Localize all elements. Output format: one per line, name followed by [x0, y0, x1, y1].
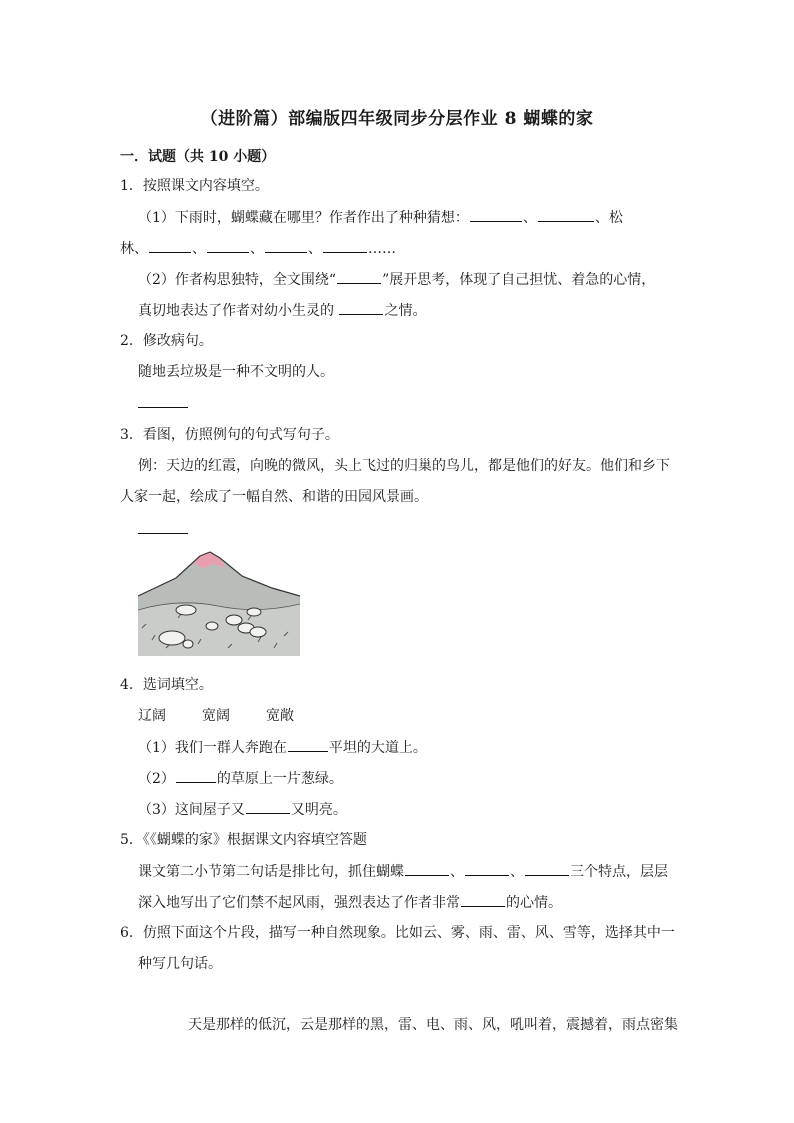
q2-stem: 2．修改病句。: [120, 333, 213, 349]
word-option: 宽敞: [266, 708, 294, 724]
q5-line1: 课文第二小节第二句话是排比句，抓住蝴蝶 、 、 三个特点，层层: [138, 861, 668, 882]
answer-blank[interactable]: [176, 768, 216, 783]
q4-word-bank: [138, 706, 294, 726]
answer-blank[interactable]: [323, 238, 367, 253]
answer-blank[interactable]: [149, 238, 191, 253]
answer-blank[interactable]: [207, 238, 249, 253]
answer-blank[interactable]: [288, 737, 328, 752]
answer-blank[interactable]: [405, 861, 449, 876]
answer-blank[interactable]: [246, 799, 290, 814]
q2-sentence: 随地丢垃圾是一种不文明的人。: [138, 364, 334, 380]
q1-part1-line1: （1）下雨时，蝴蝶藏在哪里？作者作出了种种猜想： 、 、松: [138, 207, 623, 228]
q3-example-line2: 人家一起，绘成了一幅自然、和谐的田园风景画。: [120, 489, 428, 505]
q4-sentence-2: （2） 的草原上一片葱绿。: [138, 768, 343, 789]
word-option: 宽阔: [202, 708, 230, 724]
answer-blank[interactable]: [339, 300, 383, 315]
answer-blank[interactable]: [465, 861, 509, 876]
q4-sentence-1: （1）我们一群人奔跑在 平坦的大道上。: [138, 737, 427, 758]
q5-stem: 5．《《蝴蝶的家》根据课文内容填空答题: [120, 832, 367, 848]
q1-part2-line2: 真切地表达了作者对幼小生灵的 之情。: [138, 300, 426, 321]
page-title: （进阶篇）部编版四年级同步分层作业 8 蝴蝶的家: [200, 109, 594, 129]
q6-stem-line1: 6．仿照下面这个片段，描写一种自然现象。比如云、雾、雨、雷、风、雪等，选择其中一: [120, 925, 675, 941]
q6-stem-line2: 种写几句话。: [138, 956, 222, 972]
answer-blank[interactable]: [525, 861, 569, 876]
q5-line2: 深入地写出了它们禁不起风雨，强烈表达了作者非常 的心情。: [138, 892, 562, 913]
q3-stem: 3．看图，仿照例句的句式写句子。: [120, 427, 339, 443]
q1-part2-line1: （2）作者构思独特，全文围绕“ ”展开思考，体现了自己担忧、着急的心情，: [138, 269, 655, 290]
section-heading: 一．试题（共 10 小题）: [120, 149, 276, 165]
q1-part1-line2: 林、 、 、 、 ……: [120, 238, 396, 259]
word-option: 辽阔: [138, 708, 166, 724]
answer-blank[interactable]: [337, 269, 381, 284]
q1-stem: 1．按照课文内容填空。: [120, 178, 269, 194]
q4-sentence-3: （3）这间屋子又 又明亮。: [138, 799, 347, 820]
countryside-scene-illustration: [138, 548, 300, 656]
answer-blank[interactable]: [470, 207, 522, 222]
answer-blank[interactable]: [461, 892, 505, 907]
answer-line[interactable]: [138, 407, 188, 408]
q6-sample-paragraph: 天是那样的低沉，云是那样的黑，雷、电、雨、风，吼叫着，震撼着，雨点密集: [188, 1017, 678, 1033]
answer-blank[interactable]: [265, 238, 307, 253]
q4-stem: 4．选词填空。: [120, 677, 213, 693]
answer-line[interactable]: [138, 533, 188, 534]
q3-example-line1: 例：天边的红霞，向晚的微风，头上飞过的归巢的鸟儿，都是他们的好友。他们和乡下: [138, 458, 670, 474]
answer-blank[interactable]: [538, 207, 594, 222]
